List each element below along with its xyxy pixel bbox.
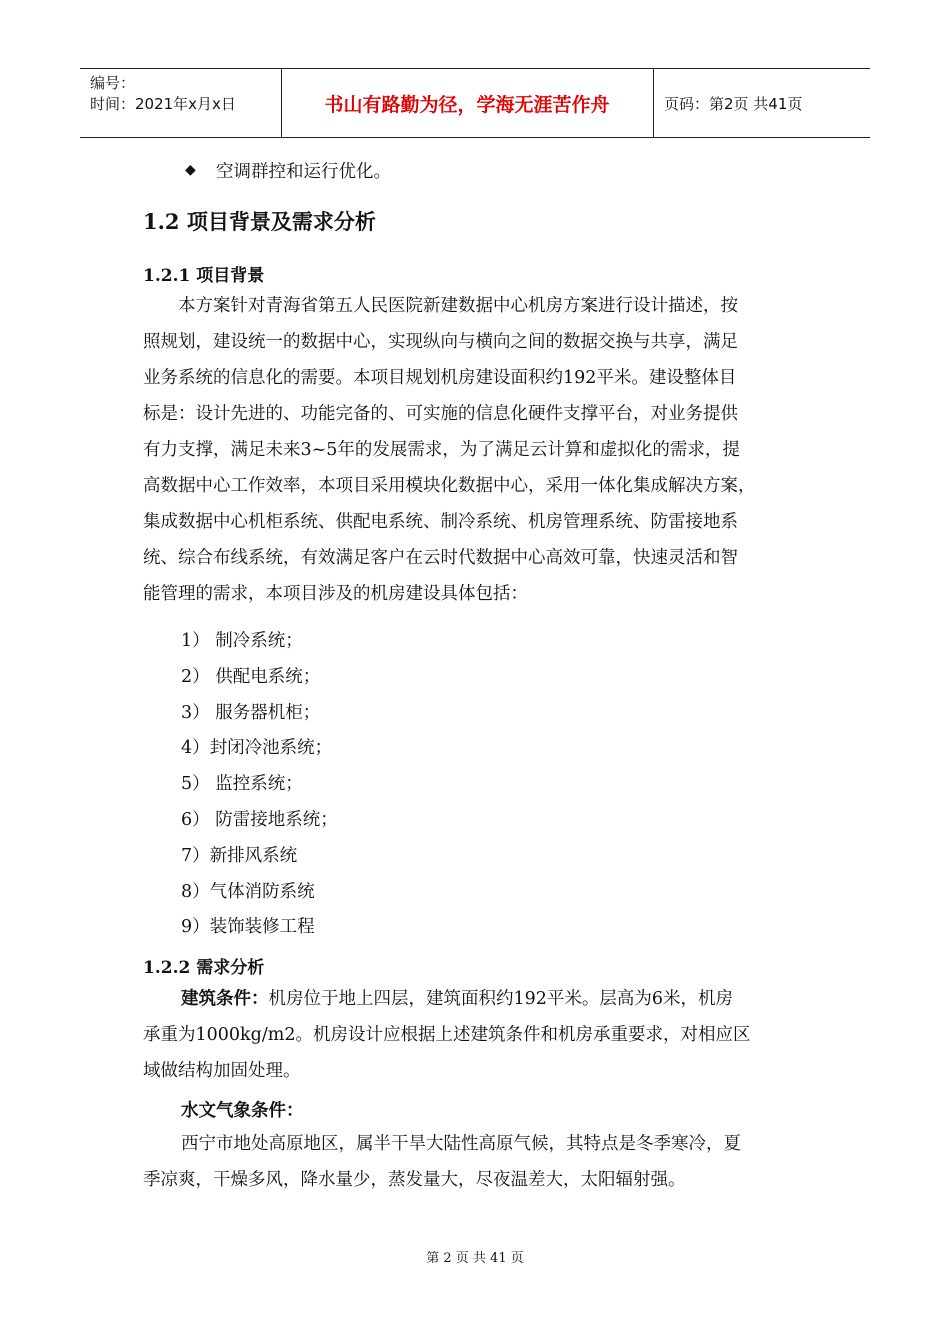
construction-items-list — [181, 624, 338, 946]
list-item: 8）气体消防系统 — [181, 881, 315, 902]
list-item: 2） 供配电系统； — [181, 666, 321, 687]
paragraph-line: 照规划，建设统一的数据中心，实现纵向与横向之间的数据交换与共享，满足 — [143, 332, 738, 352]
paragraph-line: 统、综合布线系统，有效满足客户在云时代数据中心高效可靠，快速灵活和智 — [143, 548, 738, 568]
paragraph-line: 承重为1000kg/m2。机房设计应根据上述建筑条件和机房承重要求，对相应区 — [143, 1025, 751, 1045]
list-item: 1） 制冷系统； — [181, 631, 303, 651]
page-footer: 第 2 页 共 41 页 — [426, 1251, 524, 1266]
list-item: 6） 防雷接地系统； — [181, 809, 338, 830]
list-item: 5） 监控系统； — [181, 774, 303, 795]
paragraph-line: 标是：设计先进的、功能完备的、可实施的信息化硬件支撑平台，对业务提供 — [143, 404, 738, 424]
paragraph-line — [143, 981, 815, 1017]
paragraph-line: 有力支撑，满足未来3~5年的发展需求，为了满足云计算和虚拟化的需求，提 — [143, 440, 740, 460]
list-item: 4）封闭冷池系统； — [181, 738, 333, 759]
paragraph-line: 西宁市地处高原地区，属半干旱大陆性高原气候，其特点是冬季寒冷，夏 — [181, 1134, 741, 1154]
paragraph-text: 机房位于地上四层，建筑面积约192平米。层高为6米，机房 — [268, 989, 734, 1009]
section-title: 1.2 项目背景及需求分析 — [143, 209, 376, 234]
background-paragraph — [143, 288, 815, 612]
paragraph-line: 域做结构加固处理。 — [143, 1061, 301, 1081]
header-meta — [90, 73, 236, 115]
building-conditions-paragraph — [143, 981, 815, 1089]
paragraph-line: 高数据中心工作效率，本项目采用模块化数据中心，采用一体化集成解决方案， — [143, 476, 756, 496]
list-item: 7）新排风系统 — [181, 845, 298, 866]
paragraph-line: 集成数据中心机柜系统、供配电系统、制冷系统、机房管理系统、防雷接地系 — [143, 512, 738, 532]
header-motto: 书山有路勤为径，学海无涯苦作舟 — [324, 93, 610, 116]
document-date: 时间：2021年x月x日 — [90, 95, 236, 113]
header-divider — [653, 69, 654, 137]
paragraph-line: 季凉爽，干燥多风，降水量少，蒸发量大，尽夜温差大，太阳辐射强。 — [143, 1170, 686, 1190]
paragraph-line: 业务系统的信息化的需要。本项目规划机房建设面积约192平米。建设整体目 — [143, 368, 737, 388]
hydro-conditions-paragraph — [143, 1126, 815, 1198]
diamond-bullet-icon: ◆ — [185, 162, 196, 178]
subsection-title-requirements: 1.2.2 需求分析 — [143, 958, 265, 978]
list-item: 9）装饰装修工程 — [181, 917, 315, 938]
list-item: 3） 服务器机柜； — [181, 702, 321, 723]
page-header — [80, 68, 870, 138]
paragraph-line: 本方案针对青海省第五人民医院新建数据中心机房方案进行设计描述，按 — [178, 296, 738, 316]
bullet-text: 空调群控和运行优化。 — [216, 162, 391, 182]
document-number-label: 编号： — [90, 74, 136, 92]
subsection-title-background: 1.2.1 项目背景 — [143, 266, 265, 286]
building-conditions-label: 建筑条件： — [181, 989, 269, 1009]
hydro-conditions-label: 水文气象条件： — [181, 1101, 304, 1121]
paragraph-line: 能管理的需求，本项目涉及的机房建设具体包括： — [143, 584, 528, 604]
header-page-info: 页码：第2页 共41页 — [664, 94, 803, 113]
